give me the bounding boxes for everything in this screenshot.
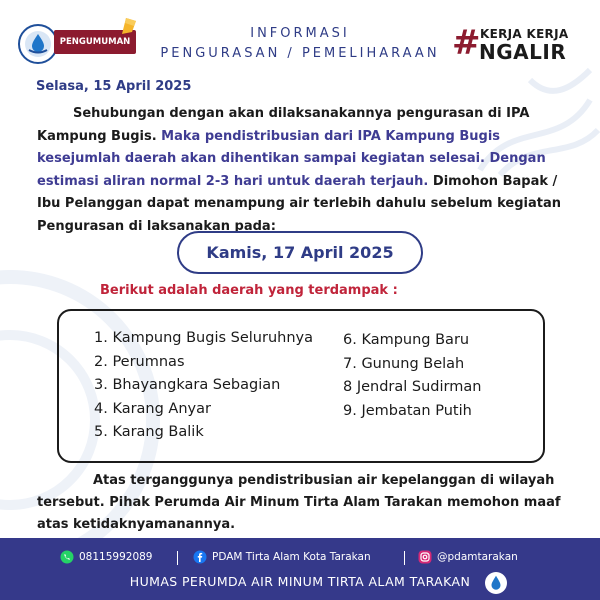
schedule-date-box [177, 231, 423, 274]
list-item: 7. Gunung Belah [343, 355, 465, 372]
closing-paragraph [37, 470, 567, 536]
list-item: 2. Perumnas [94, 353, 185, 370]
closing-text: Atas terganggunya pendistribusian air kepelanggan di wilayah tersebut. Pihak Perumda Air Minum Tirta Alam Tarakan memohon maaf atas ketidaknyamanannya. [37, 473, 561, 532]
facebook-icon [193, 550, 207, 564]
affected-areas-title: Berikut adalah daerah yang terdampak : [100, 283, 398, 298]
tagline-hash: # [452, 23, 481, 63]
header-title [150, 24, 450, 64]
footer-separator [404, 551, 405, 565]
list-item: 3. Bhayangkara Sebagian [94, 377, 281, 393]
paragraph-part3: Dimohon Bapak / Ibu Pelanggan dapat menampung air terlebih dahulu sebelum kegiatan Pengurasan di laksanakan pada: [37, 173, 561, 234]
announcement-paragraph [37, 103, 567, 238]
footer-instagram[interactable] [418, 550, 518, 564]
paragraph-part1: Sehubungan dengan akan dilaksanakannya pengurasan di IPA Kampung Bugis. [37, 106, 530, 144]
schedule-date: Kamis, 17 April 2025 [206, 243, 394, 262]
list-item: 4. Karang Anyar [94, 400, 211, 417]
affected-areas-box [57, 309, 545, 463]
water-drop-icon [487, 574, 505, 592]
announcement-date: Selasa, 15 April 2025 [36, 79, 192, 94]
footer [0, 538, 600, 600]
areas-list-right [343, 329, 481, 423]
tagline-line2: NGALIR [479, 40, 567, 64]
announcement-badge: PENGUMUMAN [54, 30, 136, 54]
water-drop-icon [23, 29, 53, 59]
header-title-line2: PENGURASAN / PEMELIHARAAN [160, 46, 440, 61]
footer-pdam-logo [485, 572, 507, 594]
footer-contacts [0, 550, 600, 566]
paragraph-part2: Maka pendistribusian dari IPA Kampung Bugis kesejumlah daerah akan dihentikan sampai kegiatan selesai. Dengan estimasi aliran normal 2-3 hari untuk daerah terjauh. [37, 128, 546, 189]
header-title-line1: INFORMASI [250, 26, 350, 41]
list-item: 8 Jendral Sudirman [343, 379, 482, 395]
instagram-icon [418, 550, 432, 564]
footer-separator [177, 551, 178, 565]
list-item: 9. Jembatan Putih [343, 402, 472, 419]
footer-organization: HUMAS PERUMDA AIR MINUM TIRTA ALAM TARAKAN [129, 574, 471, 589]
list-item: 1. Kampung Bugis Seluruhnya [94, 330, 313, 346]
footer-phone[interactable] [60, 550, 153, 564]
list-item: 5. Karang Balik [94, 424, 204, 440]
whatsapp-icon [60, 550, 74, 564]
tagline-line1: KERJA KERJA [480, 27, 569, 41]
footer-facebook-text: PDAM Tirta Alam Kota Tarakan [212, 551, 371, 563]
pdam-logo [18, 24, 58, 64]
areas-list-left [94, 327, 313, 445]
footer-instagram-text: @pdamtarakan [437, 551, 518, 563]
flag-icon [118, 14, 140, 36]
footer-phone-text: 08115992089 [79, 551, 153, 563]
footer-facebook[interactable] [193, 550, 371, 564]
list-item: 6. Kampung Baru [343, 332, 470, 348]
